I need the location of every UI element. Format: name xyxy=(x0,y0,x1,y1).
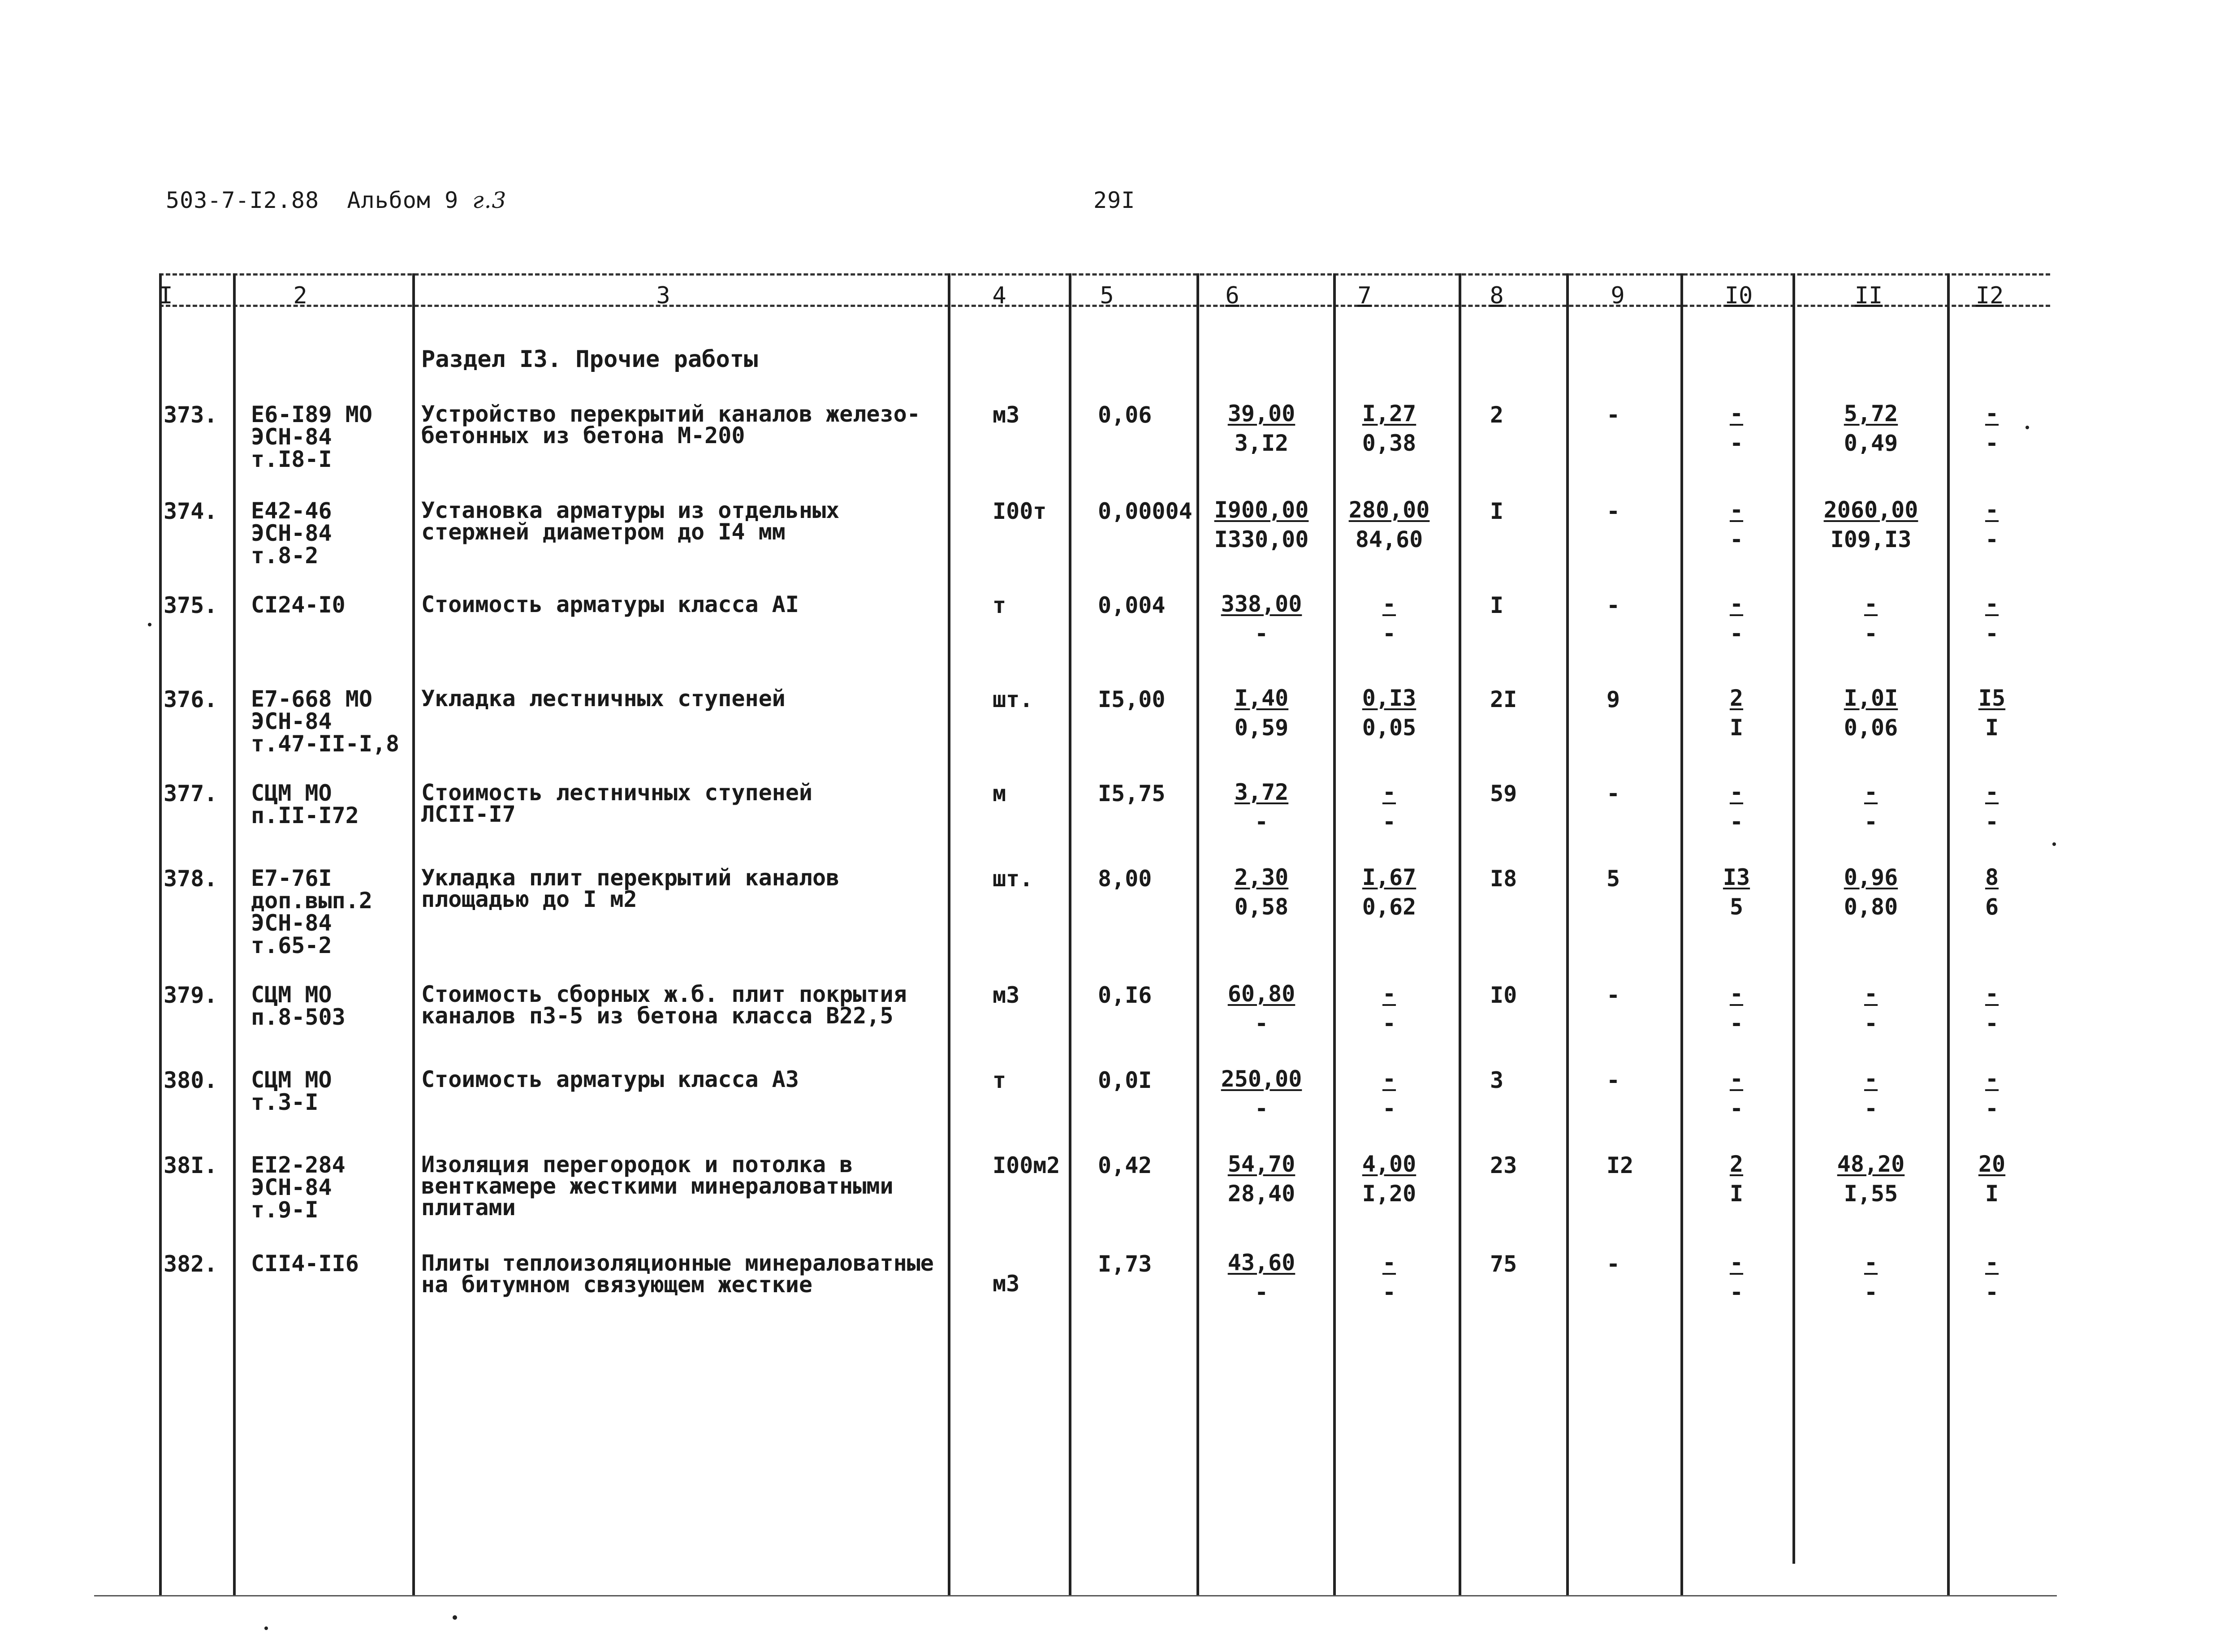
col12-value xyxy=(1940,863,2043,921)
cost-unit-col6-denominator: - xyxy=(1254,1010,1269,1036)
col9-value: 5 xyxy=(1606,866,1620,892)
norm-reference: Е42-46 ЭСН-84 т.8-2 xyxy=(251,498,332,569)
norm-reference: СЦМ МО п.8-503 xyxy=(251,982,345,1030)
norm-reference: Е7-668 МО ЭСН-84 т.47-II-I,8 xyxy=(251,686,400,757)
col12-value xyxy=(1940,980,2043,1037)
column-number-11: II xyxy=(1854,282,1883,309)
col12-value-denominator: - xyxy=(1985,1279,1999,1305)
column-number-3: 3 xyxy=(656,282,670,309)
cost-unit-col6-denominator: I330,00 xyxy=(1214,526,1309,552)
cost-col7-numerator: - xyxy=(1382,981,1396,1007)
cost-unit-col6-numerator: 338,00 xyxy=(1221,591,1302,617)
document-header xyxy=(166,187,506,213)
cost-col7-denominator: 0,05 xyxy=(1362,715,1416,741)
col11-value-denominator: I,55 xyxy=(1844,1181,1898,1207)
cost-col7 xyxy=(1338,400,1441,457)
col10-value-numerator: 2 xyxy=(1729,1151,1744,1177)
column-rule xyxy=(412,273,415,1595)
row-number: 382. xyxy=(164,1251,218,1277)
col12-value-denominator: I xyxy=(1985,1181,1999,1207)
row-number: 373. xyxy=(164,402,218,428)
cost-unit-col6-numerator: 43,60 xyxy=(1227,1250,1296,1276)
col10-value-denominator: 5 xyxy=(1729,894,1744,920)
col8-value: 75 xyxy=(1490,1251,1517,1277)
cost-col7 xyxy=(1338,863,1441,921)
col10-value-numerator: 2 xyxy=(1729,685,1744,711)
col10-value-denominator: - xyxy=(1729,526,1744,552)
col12-value xyxy=(1940,1065,2043,1122)
norm-reference: СII4-II6 xyxy=(251,1251,359,1277)
work-description: Стоимость арматуры класса А3 xyxy=(421,1066,799,1092)
unit: т xyxy=(993,1067,1006,1093)
col8-value: 59 xyxy=(1490,781,1517,807)
cost-col7 xyxy=(1338,980,1441,1037)
album-label: Альбом 9 xyxy=(347,187,459,213)
column-rule xyxy=(1566,273,1569,1595)
column-rule xyxy=(1333,273,1336,1595)
col12-value-numerator: - xyxy=(1985,497,1999,523)
column-rule xyxy=(1792,273,1795,1564)
cost-unit-col6-numerator: I900,00 xyxy=(1214,497,1309,523)
col10-value xyxy=(1685,590,1788,647)
col12-value-numerator: 8 xyxy=(1985,864,1999,890)
cost-unit-col6-denominator: 0,58 xyxy=(1234,894,1289,920)
col8-value: I xyxy=(1490,498,1504,524)
col10-value-denominator: I xyxy=(1729,1181,1744,1207)
col11-value xyxy=(1819,400,1922,457)
col11-value-denominator: - xyxy=(1864,1279,1878,1305)
cost-col7-numerator: - xyxy=(1382,779,1396,805)
quantity: 0,0I xyxy=(1098,1067,1152,1093)
col10-value-numerator: - xyxy=(1729,981,1744,1007)
col11-value-numerator: - xyxy=(1864,1250,1878,1276)
row-number: 379. xyxy=(164,982,218,1008)
col8-value: 3 xyxy=(1490,1067,1504,1093)
col11-value xyxy=(1819,778,1922,836)
unit: шт. xyxy=(993,866,1033,892)
scan-speck xyxy=(453,1615,457,1620)
unit: шт. xyxy=(993,686,1033,712)
col12-value-numerator: - xyxy=(1985,401,1999,427)
col11-value xyxy=(1819,1249,1922,1306)
norm-reference: СЦМ МО п.II-I72 xyxy=(251,780,359,828)
col12-value xyxy=(1940,590,2043,647)
col12-value xyxy=(1940,778,2043,836)
col9-value: - xyxy=(1606,1251,1620,1277)
cost-unit-col6-denominator: - xyxy=(1254,1096,1269,1121)
cost-col7-numerator: I,67 xyxy=(1362,864,1416,890)
cost-unit-col6-numerator: 3,72 xyxy=(1234,779,1289,805)
col11-value-numerator: 0,96 xyxy=(1844,864,1898,890)
column-number-2: 2 xyxy=(293,282,307,309)
col10-value-denominator: - xyxy=(1729,1279,1744,1305)
cost-unit-col6-denominator: - xyxy=(1254,621,1269,647)
col10-value xyxy=(1685,980,1788,1037)
cost-unit-col6-denominator: 0,59 xyxy=(1234,715,1289,741)
cost-unit-col6-numerator: 60,80 xyxy=(1227,981,1296,1007)
col9-value: I2 xyxy=(1606,1152,1634,1178)
cost-unit-col6 xyxy=(1210,496,1313,553)
col12-value xyxy=(1940,1150,2043,1208)
cost-unit-col6-denominator: 3,I2 xyxy=(1234,430,1289,456)
norm-reference: СI24-I0 xyxy=(251,592,345,618)
col8-value: 2 xyxy=(1490,402,1504,428)
col9-value: - xyxy=(1606,1067,1620,1093)
col10-value xyxy=(1685,400,1788,457)
work-description: Укладка плит перекрытий каналов площадью до I м2 xyxy=(421,865,840,912)
cost-col7-denominator: - xyxy=(1382,1010,1396,1036)
col9-value: 9 xyxy=(1606,686,1620,712)
cost-unit-col6 xyxy=(1210,1065,1313,1122)
col10-value-numerator: - xyxy=(1729,497,1744,523)
cost-unit-col6 xyxy=(1210,1249,1313,1306)
col12-value-denominator: - xyxy=(1985,526,1999,552)
cost-col7 xyxy=(1338,590,1441,647)
column-number-10: I0 xyxy=(1724,282,1753,309)
scan-speck xyxy=(148,623,151,626)
col12-value-denominator: 6 xyxy=(1985,894,1999,920)
cost-col7 xyxy=(1338,496,1441,553)
col12-value-denominator: - xyxy=(1985,1010,1999,1036)
row-number: 380. xyxy=(164,1067,218,1093)
unit: I00т xyxy=(993,498,1047,524)
quantity: 0,00004 xyxy=(1098,498,1192,524)
cost-unit-col6 xyxy=(1210,863,1313,921)
unit: м3 xyxy=(993,1271,1020,1297)
column-rule xyxy=(233,273,236,1595)
col11-value-denominator: - xyxy=(1864,1096,1878,1121)
col12-value-numerator: - xyxy=(1985,981,1999,1007)
row-number: 374. xyxy=(164,498,218,524)
cost-unit-col6 xyxy=(1210,1150,1313,1208)
cost-unit-col6-numerator: 39,00 xyxy=(1227,401,1296,427)
column-number-12: I2 xyxy=(1975,282,2004,309)
col11-value-denominator: 0,06 xyxy=(1844,715,1898,741)
album-handwritten-note: г.3 xyxy=(472,187,507,213)
cost-col7-numerator: - xyxy=(1382,1250,1396,1276)
col11-value-denominator: 0,49 xyxy=(1844,430,1898,456)
col11-value-denominator: - xyxy=(1864,809,1878,835)
col10-value xyxy=(1685,778,1788,836)
cost-unit-col6-numerator: 54,70 xyxy=(1227,1151,1296,1177)
col11-value xyxy=(1819,1150,1922,1208)
column-number-1: I xyxy=(159,282,173,309)
col10-value-numerator: I3 xyxy=(1723,864,1750,890)
col10-value-denominator: - xyxy=(1729,1010,1744,1036)
doc-code: 503-7-I2.88 xyxy=(166,187,320,213)
column-number-9: 9 xyxy=(1611,282,1625,309)
row-number: 376. xyxy=(164,686,218,712)
col10-value-numerator: - xyxy=(1729,401,1744,427)
column-number-5: 5 xyxy=(1100,282,1114,309)
row-number: 375. xyxy=(164,592,218,618)
quantity: 0,42 xyxy=(1098,1152,1152,1178)
quantity: 8,00 xyxy=(1098,866,1152,892)
section-title: Раздел I3. Прочие работы xyxy=(421,346,758,373)
col10-value xyxy=(1685,863,1788,921)
col10-value-numerator: - xyxy=(1729,779,1744,805)
cost-unit-col6-denominator: 28,40 xyxy=(1227,1181,1296,1207)
work-description: Установка арматуры из отдельных стержней диаметром до I4 мм xyxy=(421,497,840,545)
norm-reference: СЦМ МО т.3-I xyxy=(251,1067,332,1115)
cost-unit-col6 xyxy=(1210,400,1313,457)
cost-col7-numerator: 280,00 xyxy=(1348,497,1430,523)
unit: I00м2 xyxy=(993,1152,1060,1178)
column-number-6: 6 xyxy=(1225,282,1239,309)
cost-col7 xyxy=(1338,778,1441,836)
col11-value-numerator: - xyxy=(1864,981,1878,1007)
cost-col7 xyxy=(1338,1065,1441,1122)
col11-value xyxy=(1819,684,1922,742)
cost-unit-col6-denominator: - xyxy=(1254,1279,1269,1305)
col10-value-denominator: - xyxy=(1729,809,1744,835)
cost-unit-col6-numerator: 2,30 xyxy=(1234,864,1289,890)
col9-value: - xyxy=(1606,982,1620,1008)
col12-value-numerator: - xyxy=(1985,1066,1999,1092)
scan-speck xyxy=(264,1626,268,1630)
col11-value-numerator: - xyxy=(1864,1066,1878,1092)
row-number: 38I. xyxy=(164,1152,218,1178)
col12-value-numerator: - xyxy=(1985,591,1999,617)
work-description: Стоимость сборных ж.б. плит покрытия каналов пЗ-5 из бетона класса В22,5 xyxy=(421,981,907,1029)
quantity: I5,75 xyxy=(1098,781,1166,807)
col10-value-numerator: - xyxy=(1729,1066,1744,1092)
col12-value-numerator: I5 xyxy=(1978,685,2006,711)
col10-value-denominator: - xyxy=(1729,621,1744,647)
col10-value xyxy=(1685,684,1788,742)
col11-value-numerator: - xyxy=(1864,591,1878,617)
col10-value-numerator: - xyxy=(1729,591,1744,617)
col12-value xyxy=(1940,1249,2043,1306)
column-rule xyxy=(1196,273,1199,1595)
column-rule xyxy=(1947,273,1950,1595)
scan-speck xyxy=(2052,842,2056,846)
col11-value xyxy=(1819,980,1922,1037)
cost-unit-col6 xyxy=(1210,684,1313,742)
col9-value: - xyxy=(1606,592,1620,618)
col11-value-numerator: - xyxy=(1864,779,1878,805)
cost-col7-denominator: - xyxy=(1382,1096,1396,1121)
column-rule xyxy=(1459,273,1461,1595)
cost-unit-col6 xyxy=(1210,590,1313,647)
work-description: Стоимость лестничных ступеней ЛСII-I7 xyxy=(421,780,812,827)
col8-value: I0 xyxy=(1490,982,1517,1008)
col10-value-denominator: I xyxy=(1729,715,1744,741)
column-rule xyxy=(948,273,950,1595)
col11-value-denominator: - xyxy=(1864,621,1878,647)
norm-reference: ЕI2-284 ЭСН-84 т.9-I xyxy=(251,1152,345,1223)
col9-value: - xyxy=(1606,781,1620,807)
cost-col7 xyxy=(1338,1249,1441,1306)
col11-value xyxy=(1819,863,1922,921)
cost-unit-col6-numerator: I,40 xyxy=(1234,685,1289,711)
cost-col7-denominator: I,20 xyxy=(1362,1181,1416,1207)
header-top-rule xyxy=(159,273,2050,276)
quantity: I,73 xyxy=(1098,1251,1152,1277)
col8-value: 23 xyxy=(1490,1152,1517,1178)
col12-value-denominator: - xyxy=(1985,1096,1999,1121)
unit: м3 xyxy=(993,982,1020,1008)
cost-col7 xyxy=(1338,684,1441,742)
cost-col7-denominator: 84,60 xyxy=(1355,526,1423,552)
bottom-rule xyxy=(94,1595,2057,1596)
col10-value-denominator: - xyxy=(1729,1096,1744,1121)
unit: т xyxy=(993,592,1006,618)
col10-value xyxy=(1685,1065,1788,1122)
col12-value xyxy=(1940,684,2043,742)
col9-value: - xyxy=(1606,402,1620,428)
col11-value xyxy=(1819,496,1922,553)
cost-col7-denominator: - xyxy=(1382,1279,1396,1305)
work-description: Стоимость арматуры класса АI xyxy=(421,591,799,617)
quantity: 0,004 xyxy=(1098,592,1166,618)
column-number-7: 7 xyxy=(1357,282,1372,309)
col11-value-denominator: - xyxy=(1864,1010,1878,1036)
cost-col7 xyxy=(1338,1150,1441,1208)
cost-col7-denominator: 0,62 xyxy=(1362,894,1416,920)
cost-unit-col6 xyxy=(1210,778,1313,836)
column-number-4: 4 xyxy=(992,282,1006,309)
col11-value-denominator: 0,80 xyxy=(1844,894,1898,920)
col11-value-numerator: 5,72 xyxy=(1844,401,1898,427)
cost-unit-col6-denominator: - xyxy=(1254,809,1269,835)
col12-value-numerator: - xyxy=(1985,1250,1999,1276)
col12-value-denominator: I xyxy=(1985,715,1999,741)
col11-value xyxy=(1819,590,1922,647)
col10-value xyxy=(1685,1150,1788,1208)
col11-value-numerator: 2060,00 xyxy=(1823,497,1918,523)
scan-speck xyxy=(2025,426,2029,429)
cost-col7-numerator: I,27 xyxy=(1362,401,1416,427)
col11-value-denominator: I09,I3 xyxy=(1830,526,1912,552)
col11-value xyxy=(1819,1065,1922,1122)
col10-value xyxy=(1685,1249,1788,1306)
column-rule xyxy=(1680,273,1683,1595)
cost-col7-denominator: 0,38 xyxy=(1362,430,1416,456)
quantity: I5,00 xyxy=(1098,686,1166,712)
work-description: Изоляция перегородок и потолка в венткамере жесткими минераловатными плитами xyxy=(421,1152,894,1221)
column-rule xyxy=(1069,273,1071,1595)
unit: м3 xyxy=(993,402,1020,428)
row-number: 377. xyxy=(164,781,218,807)
cost-col7-denominator: - xyxy=(1382,621,1396,647)
col10-value xyxy=(1685,496,1788,553)
norm-reference: Е7-76I доп.вып.2 ЭСН-84 т.65-2 xyxy=(251,865,372,958)
col12-value-numerator: 20 xyxy=(1978,1151,2006,1177)
column-rule xyxy=(159,273,162,1595)
work-description: Устройство перекрытий каналов железо- бетонных из бетона М-200 xyxy=(421,401,920,449)
quantity: 0,I6 xyxy=(1098,982,1152,1008)
col8-value: I8 xyxy=(1490,866,1517,892)
col8-value: 2I xyxy=(1490,686,1517,712)
col12-value-denominator: - xyxy=(1985,621,1999,647)
col10-value-numerator: - xyxy=(1729,1250,1744,1276)
col11-value-numerator: 48,20 xyxy=(1837,1151,1905,1177)
cost-col7-numerator: - xyxy=(1382,591,1396,617)
page-number: 29I xyxy=(1093,187,1136,213)
row-number: 378. xyxy=(164,866,218,892)
quantity: 0,06 xyxy=(1098,402,1152,428)
cost-unit-col6 xyxy=(1210,980,1313,1037)
column-number-8: 8 xyxy=(1490,282,1504,309)
col9-value: - xyxy=(1606,498,1620,524)
cost-unit-col6-numerator: 250,00 xyxy=(1221,1066,1302,1092)
col8-value: I xyxy=(1490,592,1504,618)
col10-value-denominator: - xyxy=(1729,430,1744,456)
work-description: Плиты теплоизоляционные минераловатные на битумном связующем жесткие xyxy=(421,1250,934,1298)
norm-reference: Е6-I89 МО ЭСН-84 т.I8-I xyxy=(251,401,372,472)
col12-value-numerator: - xyxy=(1985,779,1999,805)
cost-col7-numerator: - xyxy=(1382,1066,1396,1092)
col11-value-numerator: I,0I xyxy=(1844,685,1898,711)
cost-col7-numerator: 4,00 xyxy=(1362,1151,1416,1177)
cost-col7-denominator: - xyxy=(1382,809,1396,835)
col12-value-denominator: - xyxy=(1985,809,1999,835)
col12-value-denominator: - xyxy=(1985,430,1999,456)
col12-value xyxy=(1940,496,2043,553)
unit: м xyxy=(993,781,1006,807)
work-description: Укладка лестничных ступеней xyxy=(421,686,786,712)
cost-col7-numerator: 0,I3 xyxy=(1362,685,1416,711)
